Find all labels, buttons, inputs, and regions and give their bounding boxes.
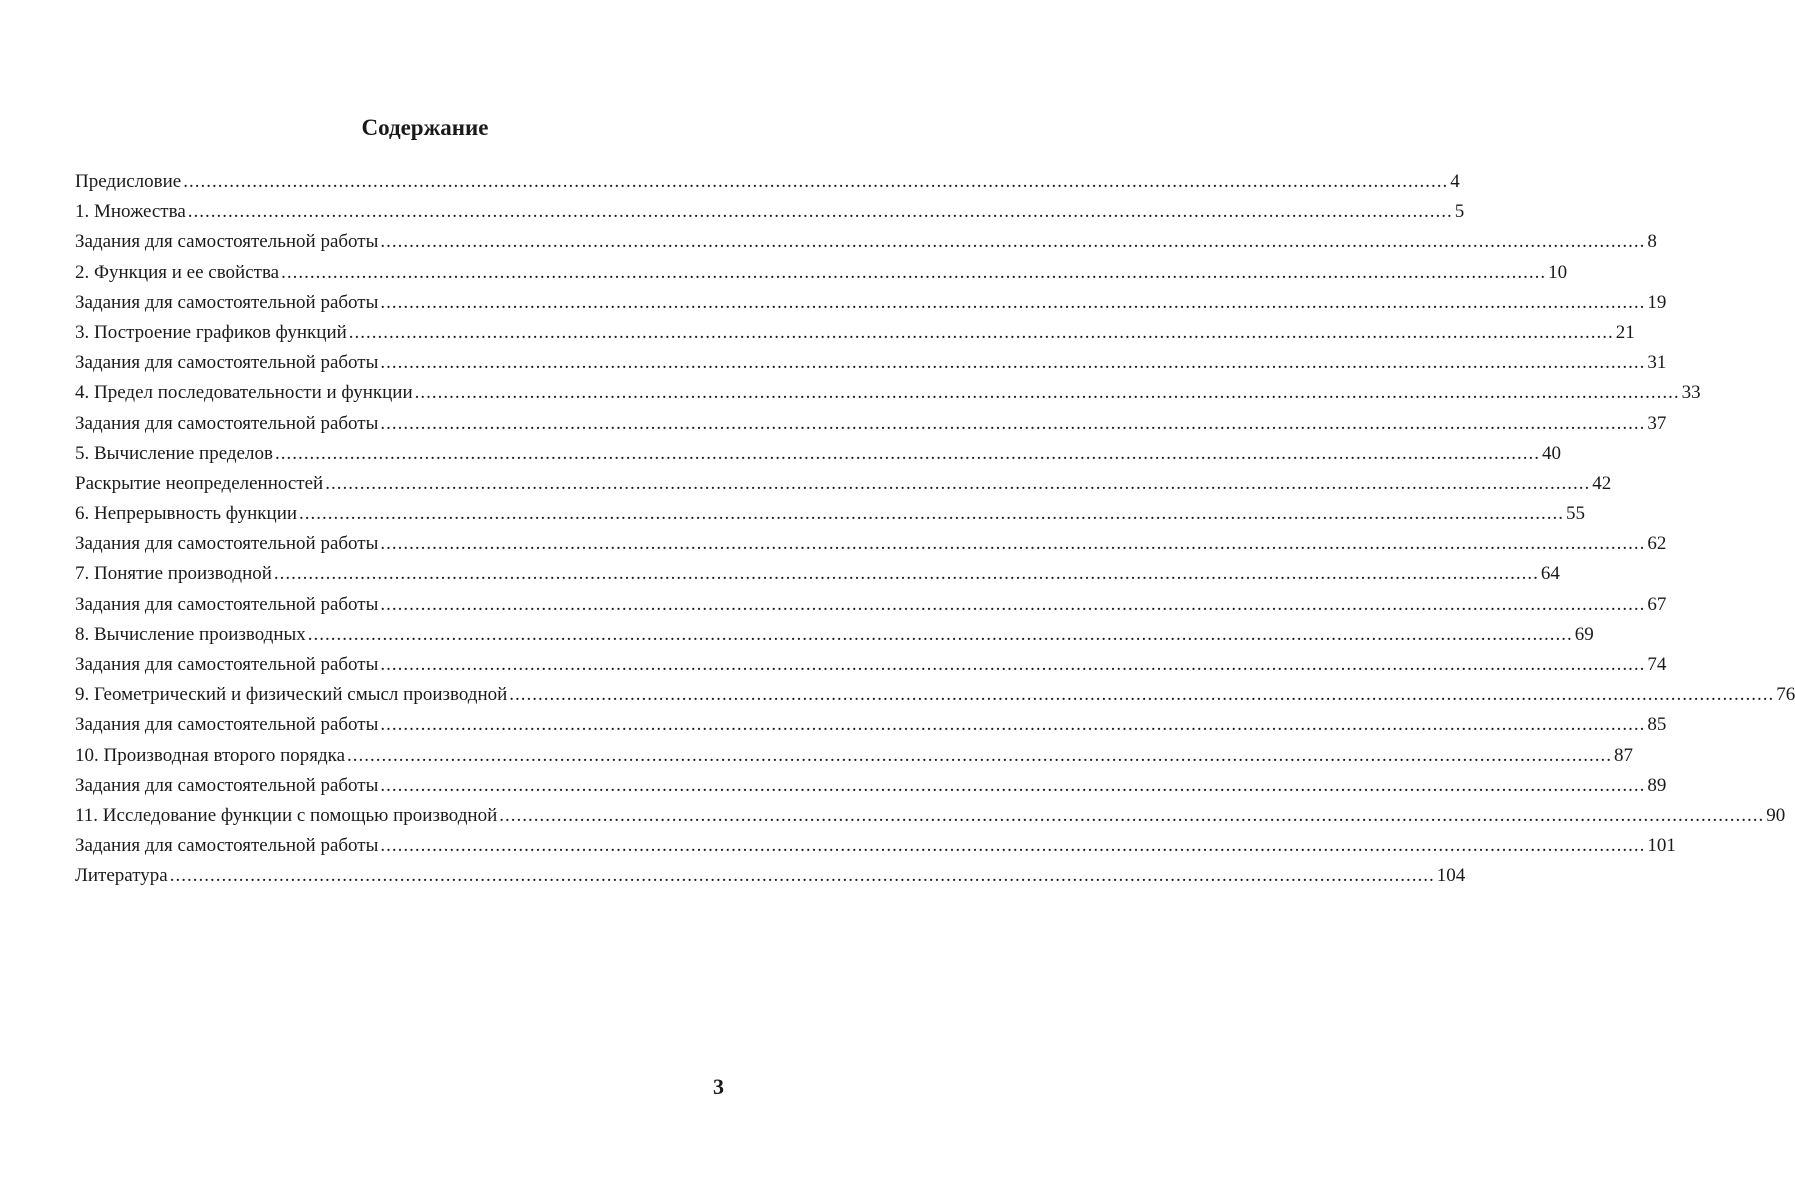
toc-entry-label: 11. Исследование функции с помощью производной — [75, 804, 498, 826]
toc-entry — [75, 774, 1667, 805]
toc-entry-page: 42 — [1592, 472, 1612, 494]
toc-entry — [75, 593, 1667, 624]
toc-entry-page: 37 — [1647, 412, 1667, 434]
toc-leader-dots: ............................................................................................................................................................................................................................ — [299, 503, 1565, 525]
toc-entry-page: 74 — [1647, 654, 1667, 675]
toc-entry — [75, 382, 1701, 412]
toc-entry-page: 101 — [1647, 835, 1676, 857]
toc-entry-label: Предисловие — [75, 171, 182, 192]
toc-leader-dots: ............................................................................................................................................................................................................................ — [380, 835, 1646, 857]
toc-entry-page: 87 — [1614, 744, 1634, 766]
toc-entry-label: Задания для самостоятельной работы — [75, 533, 379, 555]
toc-leader-dots: ............................................................................................................................................................................................................................ — [380, 533, 1646, 555]
toc-entry-page: 55 — [1566, 503, 1586, 525]
toc-entry-label: Задания для самостоятельной работы — [75, 593, 379, 615]
toc-entry — [75, 472, 1612, 503]
toc-leader-dots: ............................................................................................................................................................................................................................ — [183, 171, 1449, 192]
toc-entry — [75, 503, 1586, 533]
toc-entry — [75, 865, 1466, 895]
toc-entry — [75, 804, 1786, 835]
toc-entry-page: 67 — [1647, 593, 1667, 615]
toc-leader-dots: ............................................................................................................................................................................................................................ — [380, 654, 1646, 675]
toc-entry-label: Задания для самостоятельной работы — [75, 835, 379, 857]
toc-leader-dots: ............................................................................................................................................................................................................................ — [380, 774, 1646, 796]
toc-entry-page: 40 — [1541, 442, 1561, 464]
table-of-contents — [75, 171, 1795, 896]
toc-entry — [75, 835, 1676, 865]
toc-leader-dots: ............................................................................................................................................................................................................................ — [348, 321, 1614, 343]
toc-leader-dots: ............................................................................................................................................................................................................................ — [414, 382, 1680, 404]
toc-leader-dots: ............................................................................................................................................................................................................................ — [380, 291, 1646, 313]
toc-entry — [75, 291, 1667, 322]
toc-entry-label: 9. Геометрический и физический смысл производной — [75, 684, 508, 706]
toc-entry — [75, 563, 1560, 593]
toc-leader-dots: ............................................................................................................................................................................................................................ — [307, 623, 1573, 645]
page-number: 3 — [713, 1074, 724, 1099]
toc-entry-page: 104 — [1436, 865, 1466, 887]
toc-leader-dots: ............................................................................................................................................................................................................................ — [380, 593, 1646, 615]
toc-entry-page: 89 — [1647, 774, 1667, 796]
toc-entry-page: 85 — [1647, 714, 1667, 736]
toc-entry-page: 5 — [1454, 201, 1465, 223]
toc-entry — [75, 684, 1795, 714]
toc-leader-dots: ............................................................................................................................................................................................................................ — [509, 684, 1775, 706]
toc-entry — [75, 321, 1635, 352]
toc-entry — [75, 171, 1460, 201]
toc-entry-page: 4 — [1450, 171, 1460, 192]
toc-entry-label: Задания для самостоятельной работы — [75, 714, 379, 736]
toc-entry — [75, 201, 1465, 231]
toc-entry-label: 5. Вычисление пределов — [75, 442, 273, 464]
toc-entry-page: 8 — [1647, 231, 1657, 253]
toc-entry-label: 3. Построение графиков функций — [75, 321, 347, 343]
toc-entry-page: 69 — [1574, 623, 1594, 645]
toc-leader-dots: ............................................................................................................................................................................................................................ — [347, 744, 1613, 766]
toc-entry-label: 7. Понятие производной — [75, 563, 272, 585]
toc-entry — [75, 654, 1667, 684]
toc-entry-label: 8. Вычисление производных — [75, 623, 306, 645]
toc-entry-label: Задания для самостоятельной работы — [75, 291, 379, 313]
toc-entry — [75, 261, 1568, 292]
toc-entry-page: 62 — [1647, 533, 1667, 555]
toc-leader-dots: ............................................................................................................................................................................................................................ — [380, 231, 1646, 253]
toc-entry-label: Задания для самостоятельной работы — [75, 231, 379, 253]
toc-leader-dots: ............................................................................................................................................................................................................................ — [380, 352, 1646, 374]
toc-leader-dots: ............................................................................................................................................................................................................................ — [380, 714, 1646, 736]
toc-leader-dots: ............................................................................................................................................................................................................................ — [499, 804, 1765, 826]
toc-entry-label: Литература — [75, 865, 168, 887]
toc-entry — [75, 714, 1667, 744]
toc-leader-dots: ............................................................................................................................................................................................................................ — [274, 442, 1540, 464]
toc-entry-page: 33 — [1681, 382, 1701, 404]
toc-leader-dots: ............................................................................................................................................................................................................................ — [325, 472, 1591, 494]
toc-leader-dots: ............................................................................................................................................................................................................................ — [169, 865, 1435, 887]
toc-entry — [75, 412, 1667, 443]
toc-entry — [75, 533, 1667, 563]
toc-leader-dots: ............................................................................................................................................................................................................................ — [273, 563, 1539, 585]
toc-entry-label: 10. Производная второго порядка — [75, 744, 346, 766]
toc-entry — [75, 231, 1657, 261]
toc-entry-page: 10 — [1548, 261, 1568, 283]
toc-entry-label: Задания для самостоятельной работы — [75, 774, 379, 796]
toc-leader-dots: ............................................................................................................................................................................................................................ — [380, 412, 1646, 434]
toc-entry-label: Задания для самостоятельной работы — [75, 654, 379, 675]
toc-entry-label: 4. Предел последовательности и функции — [75, 382, 413, 404]
toc-title: Содержание — [361, 115, 489, 140]
toc-entry-label: Задания для самостоятельной работы — [75, 352, 379, 374]
toc-entry-label: Задания для самостоятельной работы — [75, 412, 379, 434]
toc-entry-label: 6. Непрерывность функции — [75, 503, 298, 525]
toc-entry-page: 90 — [1766, 804, 1786, 826]
toc-entry — [75, 744, 1634, 775]
toc-entry — [75, 352, 1667, 382]
toc-leader-dots: ............................................................................................................................................................................................................................ — [281, 261, 1547, 283]
toc-entry-page: 31 — [1647, 352, 1667, 374]
toc-entry-page: 21 — [1615, 321, 1635, 343]
toc-entry — [75, 442, 1561, 473]
toc-entry-label: 1. Множества — [75, 201, 186, 223]
toc-entry-page: 76 — [1776, 684, 1795, 706]
toc-entry — [75, 623, 1594, 654]
toc-entry-label: Раскрытие неопределенностей — [75, 472, 324, 494]
toc-entry-label: 2. Функция и ее свойства — [75, 261, 280, 283]
toc-leader-dots: ............................................................................................................................................................................................................................ — [187, 201, 1453, 223]
toc-entry-page: 19 — [1647, 291, 1667, 313]
toc-entry-page: 64 — [1540, 563, 1560, 585]
